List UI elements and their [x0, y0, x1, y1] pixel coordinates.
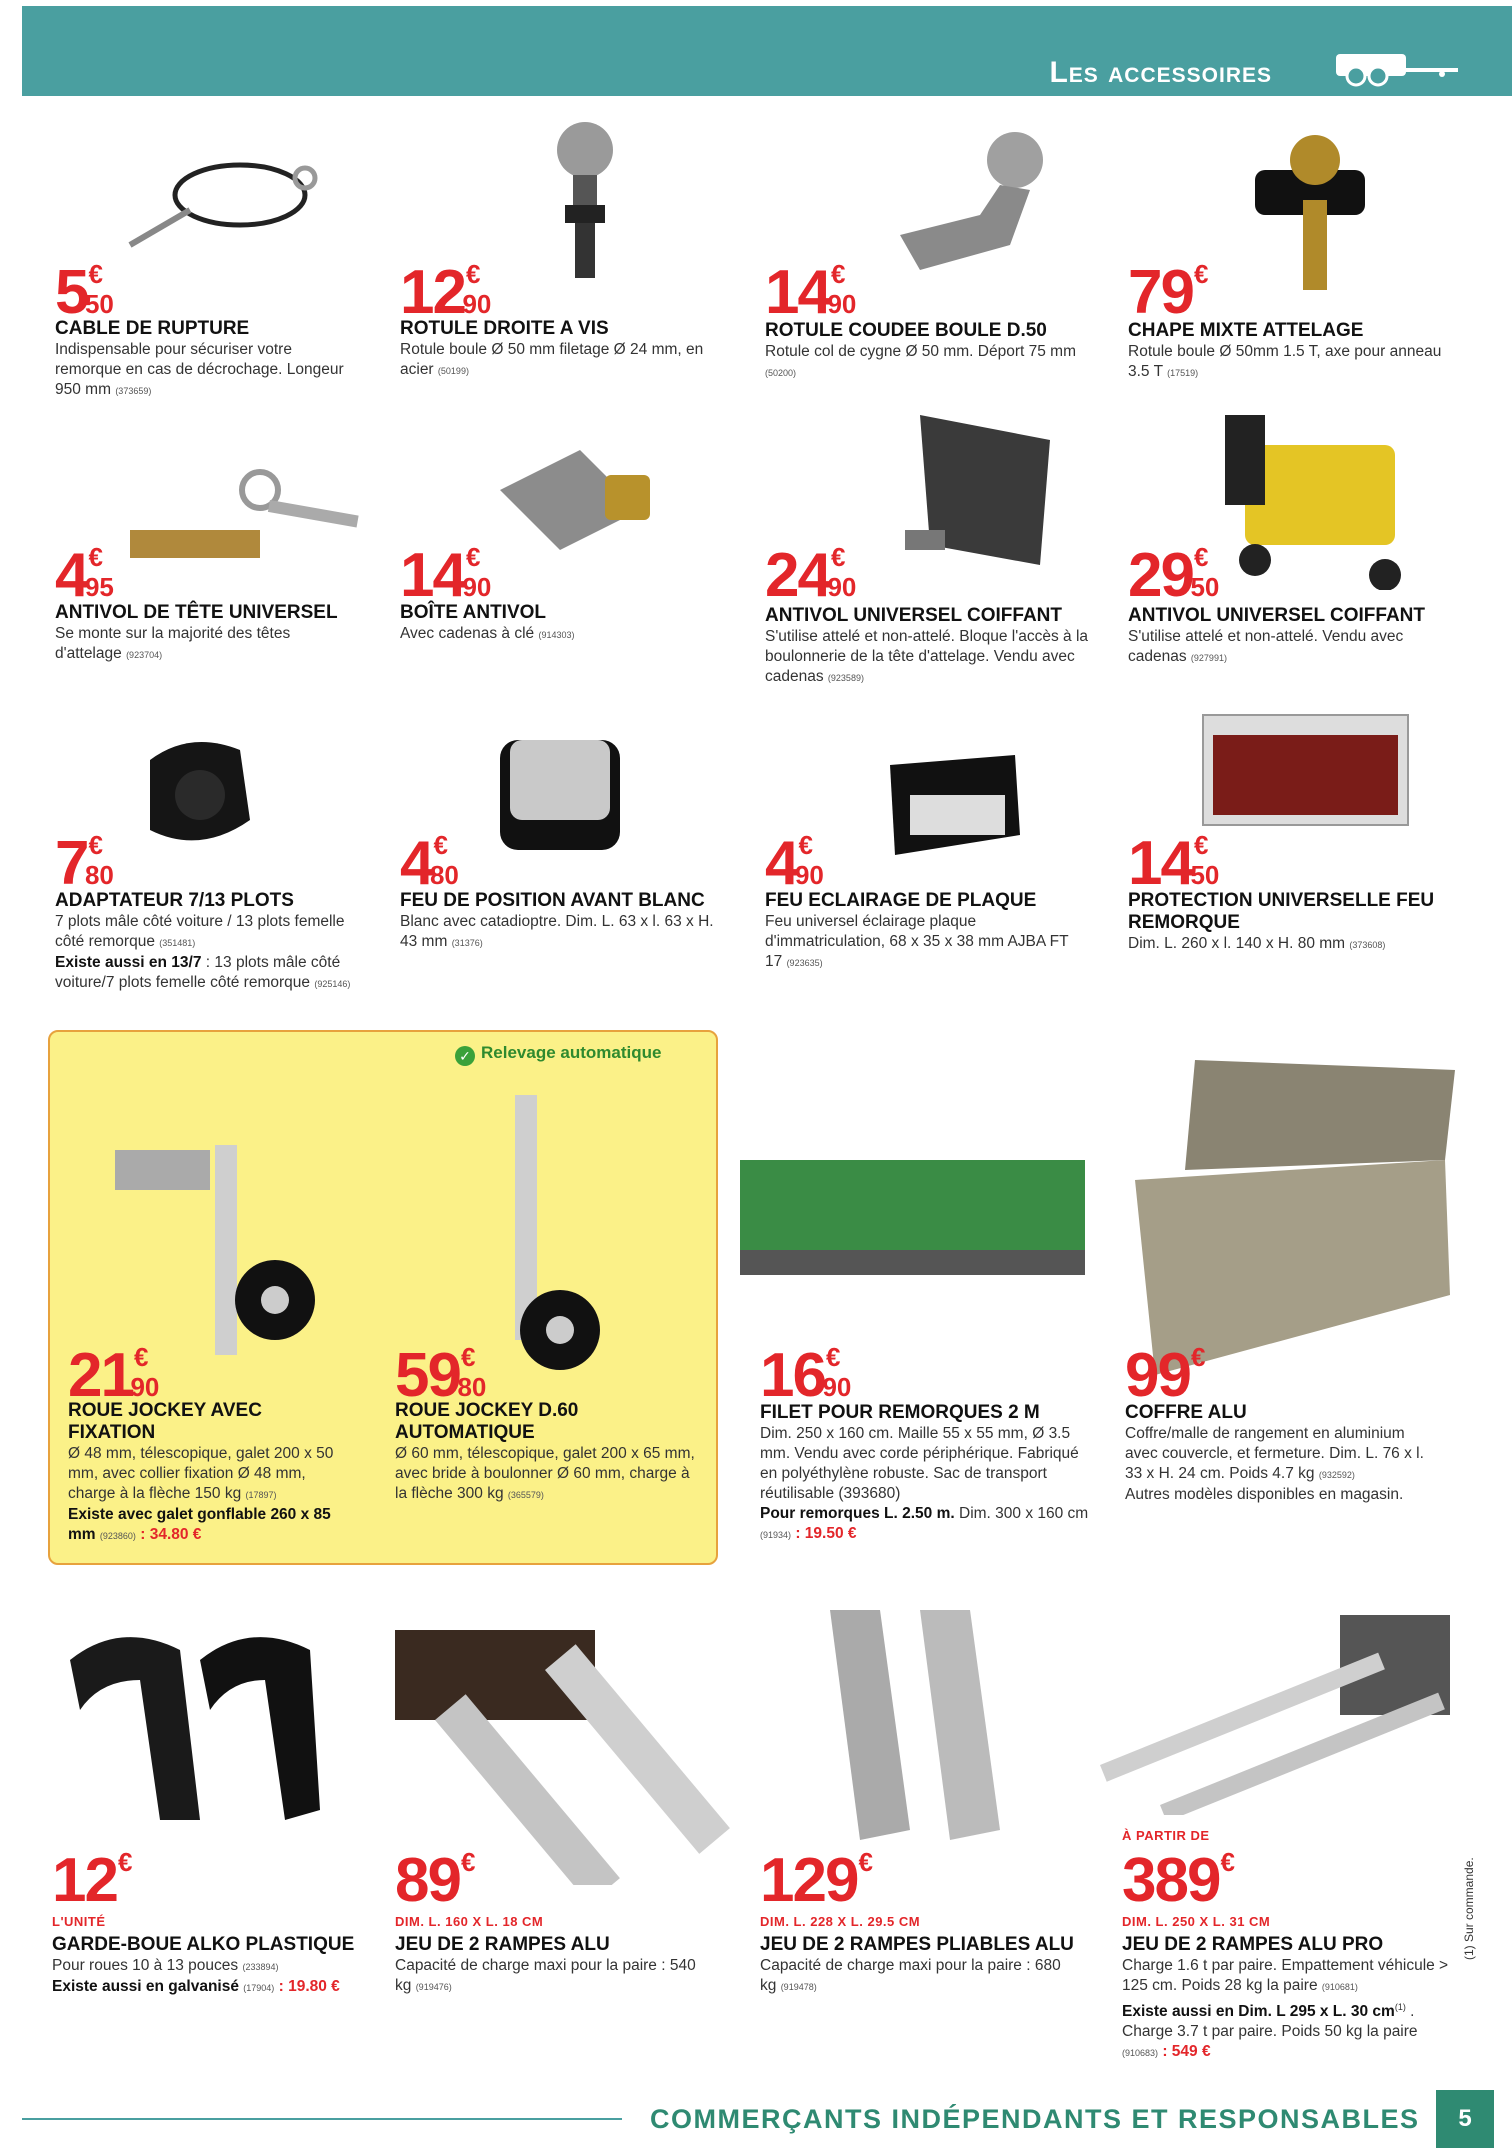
price-currency: €: [1193, 259, 1209, 289]
price-suffix: DIM. L. 160 X L. 18 CM: [395, 1914, 544, 1929]
price-integer: 14: [765, 258, 830, 327]
price-integer: 16: [760, 1341, 825, 1410]
price-integer: 7: [55, 829, 88, 898]
description-text: Se monte sur la majorité des têtes d'attelage: [55, 625, 291, 662]
product-ref: (919476): [415, 1982, 452, 1992]
filet-image: [730, 1140, 1095, 1290]
product-price: [55, 829, 114, 898]
price-integer: 14: [400, 541, 465, 610]
price-currency: €: [825, 1342, 841, 1372]
product-name: FEU ECLAIRAGE DE PLAQUE: [765, 890, 1037, 911]
description-text: Rotule boule Ø 50mm 1.5 T, axe pour anneau 3.5 T: [1128, 343, 1442, 380]
product-name: ANTIVOL UNIVERSEL COIFFANT: [765, 605, 1062, 626]
description-text: Capacité de charge maxi pour la paire : 680 kg: [760, 1957, 1061, 1994]
description-text: Blanc avec catadioptre. Dim. L. 63 x l. 63 x H. 43 mm: [400, 913, 714, 950]
product-price: [52, 1846, 133, 1915]
price-currency: €: [830, 259, 846, 289]
product-variant: [760, 1504, 1090, 1545]
product-price: [1128, 541, 1220, 610]
product-price: [395, 1341, 487, 1410]
description-text: Rotule col de cygne Ø 50 mm. Déport 75 mm: [765, 343, 1076, 360]
description-text: Avec cadenas à clé: [400, 625, 535, 642]
product-name: PROTECTION UNIVERSELLE FEU REMORQUE: [1128, 890, 1435, 933]
product-price: [1128, 829, 1220, 898]
variant-text: Autres modèles disponibles en magasin.: [1125, 1486, 1404, 1503]
price-currency: €: [1193, 542, 1209, 572]
variant-price: : 19.80 €: [278, 1978, 340, 1995]
product-name: JEU DE 2 RAMPES ALU: [395, 1934, 610, 1955]
product-variant: [52, 1977, 372, 1998]
product-price: [400, 258, 492, 327]
variant-price: : 34.80 €: [140, 1526, 202, 1543]
variant-text: : 13 plots mâle côté voiture/7 plots femelle côté remorque: [55, 954, 341, 991]
product-ref: (365579): [507, 1490, 544, 1500]
price-cents: 80: [457, 1372, 487, 1402]
variant-price: : 19.50 €: [795, 1525, 857, 1542]
product-name: JEU DE 2 RAMPES ALU PRO: [1122, 1934, 1384, 1955]
description-text: 7 plots mâle côté voiture / 13 plots femelle côté remorque: [55, 913, 345, 950]
product-card: [52, 1934, 372, 1998]
description-text: Pour roues 10 à 13 pouces: [52, 1957, 239, 1974]
product-ref: (373608): [1349, 940, 1386, 950]
cable-image: [100, 150, 320, 260]
product-card: [400, 890, 730, 953]
product-name: BOÎTE ANTIVOL: [400, 602, 547, 623]
product-description: [1128, 342, 1443, 383]
product-price: [760, 1846, 873, 1915]
product-ref: (50199): [437, 366, 469, 376]
product-card: [765, 605, 1105, 688]
product-variant: [1125, 1485, 1435, 1505]
price-currency: €: [1193, 830, 1209, 860]
variant-footnote: (1): [1394, 2002, 1406, 2012]
price-cents: 50: [1190, 860, 1220, 890]
footer-text: COMMERÇANTS INDÉPENDANTS ET RESPONSABLES: [650, 2104, 1420, 2134]
variant-ref: (17904): [243, 1983, 275, 1993]
product-name: ROTULE DROITE A VIS: [400, 318, 609, 339]
product-ref: (31376): [451, 938, 483, 948]
product-description: [395, 1956, 705, 1997]
variant-title: Pour remorques L. 2.50 m.: [760, 1505, 955, 1522]
product-card: [1125, 1402, 1435, 1505]
product-name: ADAPTATEUR 7/13 PLOTS: [55, 890, 294, 911]
price-cents: 50: [1190, 572, 1220, 602]
product-ref: (17897): [245, 1490, 277, 1500]
description-text: Ø 60 mm, télescopique, galet 200 x 65 mm, avec bride à boulonner Ø 60 mm, charge à la flèche 300 kg: [395, 1445, 695, 1502]
section-title: Les accessoires: [1049, 56, 1272, 89]
product-price: [55, 258, 114, 327]
product-variant: [68, 1505, 348, 1546]
product-ref: (910681): [1321, 1982, 1358, 1992]
boite-antivol-image: [490, 430, 670, 565]
product-card: [760, 1402, 1090, 1545]
product-variant: [55, 953, 355, 994]
price-integer: 12: [52, 1846, 117, 1915]
garde-boue-image: [50, 1620, 325, 1830]
price-integer: 4: [400, 829, 433, 898]
price-currency: €: [117, 1847, 133, 1877]
price-currency: €: [1190, 1342, 1206, 1372]
product-card: [1128, 320, 1443, 383]
product-price: [765, 829, 824, 898]
price-currency: €: [433, 830, 448, 860]
product-description: [760, 1956, 1080, 1997]
roue-jockey-auto-image: [470, 1085, 610, 1375]
coffre-image: [1125, 1060, 1460, 1375]
product-card: [395, 1400, 695, 1505]
description-text: Feu universel éclairage plaque d'immatriculation, 68 x 35 x 38 mm AJBA FT 17: [765, 913, 1069, 970]
product-price: [400, 541, 492, 610]
product-card: [1128, 605, 1448, 668]
product-description: [395, 1444, 695, 1505]
price-currency: €: [88, 542, 103, 572]
price-integer: 4: [765, 829, 798, 898]
product-card: [55, 318, 355, 401]
product-name: ROUE JOCKEY AVEC FIXATION: [68, 1400, 262, 1443]
price-currency: €: [1220, 1847, 1235, 1877]
product-ref: (914303): [538, 630, 575, 640]
price-currency: €: [798, 830, 813, 860]
product-card: [400, 318, 730, 381]
side-note: (1) Sur commande.: [1462, 1857, 1476, 1960]
variant-title: Existe aussi en Dim. L 295 x L. 30 cm: [1122, 2003, 1395, 2021]
description-text: Dim. 250 x 160 cm. Maille 55 x 55 mm, Ø 3.5 mm. Vendu avec corde périphérique. Fabriqué en polyéthylène robuste. Sac de transport réutilisable (393680): [760, 1425, 1079, 1502]
product-price: [765, 258, 857, 327]
product-ref: (233894): [242, 1962, 279, 1972]
product-ref: (923589): [827, 673, 864, 683]
product-card: [55, 602, 355, 665]
description-text: Coffre/malle de rangement en aluminium avec couvercle, et fermeture. Dim. L. 76 x l. 33 x H. 24 cm. Poids 4.7 kg: [1125, 1425, 1424, 1482]
roue-jockey-image: [95, 1065, 325, 1355]
relevage-badge: ✓ Relevage automatique: [455, 1043, 661, 1066]
product-description: [55, 340, 355, 401]
price-cents: 80: [84, 860, 114, 890]
price-currency: €: [465, 259, 481, 289]
product-price: [55, 541, 114, 610]
price-cents: 90: [827, 289, 857, 319]
price-integer: 14: [1128, 829, 1193, 898]
price-integer: 24: [765, 541, 830, 610]
antivol-coiffant-jaune-image: [1215, 395, 1430, 590]
price-integer: 89: [395, 1846, 460, 1915]
price-currency: €: [830, 542, 846, 572]
product-card: [68, 1400, 348, 1546]
product-ref: (923704): [126, 650, 163, 660]
product-price: [760, 1341, 852, 1410]
description-text: S'utilise attelé et non-attelé. Bloque l'accès à la boulonnerie de la tête d'attelage. Vendu avec cadenas: [765, 628, 1089, 685]
price-cents: 80: [429, 860, 459, 890]
price-integer: 59: [395, 1341, 460, 1410]
rotule-droite-image: [540, 120, 630, 285]
chape-image: [1245, 130, 1375, 300]
description-text: Charge 1.6 t par paire. Empattement véhicule > 125 cm. Poids 28 kg la paire: [1122, 1957, 1449, 1994]
product-description: [760, 1424, 1090, 1504]
variant-text: . Charge 3.7 t par paire. Poids 50 kg la paire: [1122, 2003, 1418, 2041]
variant-ref: (910683): [1122, 2048, 1159, 2059]
price-cents: 95: [84, 572, 114, 602]
product-description: [52, 1956, 372, 1977]
rampes-alu-pro-image: [1080, 1605, 1455, 1815]
product-price: [400, 829, 459, 898]
trailer-icon: [1332, 52, 1462, 92]
variant-title: Existe aussi en 13/7: [55, 954, 202, 971]
variant-ref: (91934): [760, 1530, 792, 1540]
product-description: [55, 624, 355, 665]
antivol-tete-image: [120, 460, 370, 570]
page-number: 5: [1436, 2090, 1494, 2148]
product-card: [1128, 890, 1458, 955]
product-name: ROUE JOCKEY D.60 AUTOMATIQUE: [395, 1400, 579, 1443]
product-ref: (351481): [159, 938, 196, 948]
rampes-pliables-image: [820, 1600, 1050, 1845]
price-integer: 5: [55, 258, 88, 327]
product-name: FILET POUR REMORQUES 2 M: [760, 1402, 1040, 1423]
product-card: [395, 1934, 705, 1997]
price-prefix: À PARTIR DE: [1122, 1828, 1210, 1843]
product-ref: (50200): [765, 368, 797, 378]
price-cents: 90: [822, 1372, 852, 1402]
product-description: [400, 340, 730, 381]
product-price: [395, 1846, 476, 1915]
protection-feu-image: [1198, 710, 1413, 830]
product-description: [1128, 934, 1458, 955]
product-description: [400, 624, 700, 645]
price-integer: 79: [1128, 258, 1193, 327]
price-cents: 50: [84, 289, 114, 319]
product-name: GARDE-BOUE ALKO PLASTIQUE: [52, 1934, 355, 1955]
product-description: [55, 912, 355, 953]
variant-ref: (923860): [99, 1531, 136, 1541]
product-card: [760, 1934, 1080, 1997]
rotule-coudee-image: [880, 125, 1060, 285]
product-price: [765, 541, 857, 610]
price-currency: €: [460, 1342, 476, 1372]
feu-position-image: [490, 725, 630, 865]
product-description: [400, 912, 730, 953]
product-card: [765, 320, 1085, 383]
header-banner: [22, 6, 1512, 96]
product-price: [1122, 1846, 1235, 1915]
variant-price: : 549 €: [1162, 2043, 1211, 2061]
product-price: [68, 1341, 160, 1410]
antivol-coiffant-image: [900, 395, 1060, 575]
price-cents: 90: [130, 1372, 160, 1402]
price-currency: €: [465, 542, 481, 572]
description-text: Rotule boule Ø 50 mm filetage Ø 24 mm, en acier: [400, 341, 704, 378]
check-circle-icon: ✓: [455, 1046, 475, 1066]
product-card: [1122, 1934, 1452, 2063]
description-text: Capacité de charge maxi pour la paire : 540 kg: [395, 1957, 696, 1994]
variant-ref: (925146): [314, 979, 351, 989]
description-text: Indispensable pour sécuriser votre remorque en cas de décrochage. Longeur 950 mm: [55, 341, 344, 398]
product-card: [400, 602, 700, 645]
price-currency: €: [133, 1342, 149, 1372]
product-name: ANTIVOL UNIVERSEL COIFFANT: [1128, 605, 1425, 626]
feu-plaque-image: [875, 745, 1030, 865]
product-name: CABLE DE RUPTURE: [55, 318, 250, 339]
variant-text: Dim. 300 x 160 cm: [959, 1505, 1089, 1522]
product-name: ANTIVOL DE TÊTE UNIVERSEL: [55, 602, 338, 623]
product-price: [1128, 258, 1209, 327]
description-text: S'utilise attelé et non-attelé. Vendu avec cadenas: [1128, 628, 1404, 665]
adaptateur-image: [130, 730, 260, 855]
product-card: [765, 890, 1085, 973]
price-cents: 90: [794, 860, 824, 890]
product-ref: (17519): [1167, 368, 1199, 378]
product-description: [1122, 1956, 1452, 1997]
price-suffix: L'UNITÉ: [52, 1914, 106, 1929]
description-text: Dim. L. 260 x l. 140 x H. 80 mm: [1128, 935, 1346, 952]
price-integer: 389: [1122, 1846, 1220, 1915]
product-name: JEU DE 2 RAMPES PLIABLES ALU: [760, 1934, 1074, 1955]
product-variant: [1122, 1997, 1452, 2063]
price-integer: 12: [400, 258, 465, 327]
product-ref: (927991): [1190, 653, 1227, 663]
product-ref: (932592): [1318, 1470, 1355, 1480]
product-price: [1125, 1341, 1206, 1410]
product-name: COFFRE ALU: [1125, 1402, 1247, 1423]
price-integer: 4: [55, 541, 88, 610]
product-description: [68, 1444, 348, 1505]
footer-divider: [22, 2118, 622, 2120]
price-currency: €: [858, 1847, 873, 1877]
product-description: [1128, 627, 1448, 668]
variant-title: Existe aussi en galvanisé: [52, 1978, 239, 1995]
product-name: CHAPE MIXTE ATTELAGE: [1128, 320, 1364, 341]
description-text: Ø 48 mm, télescopique, galet 200 x 50 mm, avec collier fixation Ø 48 mm, charge à la flèche 150 kg: [68, 1445, 334, 1502]
product-description: [765, 342, 1085, 383]
product-description: [765, 627, 1105, 688]
variant-title: Existe avec galet gonflable 260 x 85 mm: [68, 1506, 331, 1543]
product-ref: (373659): [115, 386, 152, 396]
price-integer: 99: [1125, 1341, 1190, 1410]
price-integer: 129: [760, 1846, 858, 1915]
price-currency: €: [460, 1847, 476, 1877]
price-cents: 90: [827, 572, 857, 602]
price-cents: 90: [462, 289, 492, 319]
price-currency: €: [88, 259, 103, 289]
product-description: [765, 912, 1085, 973]
price-cents: 90: [462, 572, 492, 602]
price-suffix: DIM. L. 250 X L. 31 CM: [1122, 1914, 1271, 1929]
price-integer: 21: [68, 1341, 133, 1410]
product-ref: (919478): [780, 1982, 817, 1992]
price-currency: €: [88, 830, 103, 860]
product-ref: (923635): [786, 958, 823, 968]
product-name: ROTULE COUDEE BOULE D.50: [765, 320, 1047, 341]
price-suffix: DIM. L. 228 X L. 29.5 CM: [760, 1914, 921, 1929]
product-card: [55, 890, 355, 994]
product-name: FEU DE POSITION AVANT BLANC: [400, 890, 705, 911]
price-integer: 29: [1128, 541, 1193, 610]
product-description: [1125, 1424, 1435, 1485]
